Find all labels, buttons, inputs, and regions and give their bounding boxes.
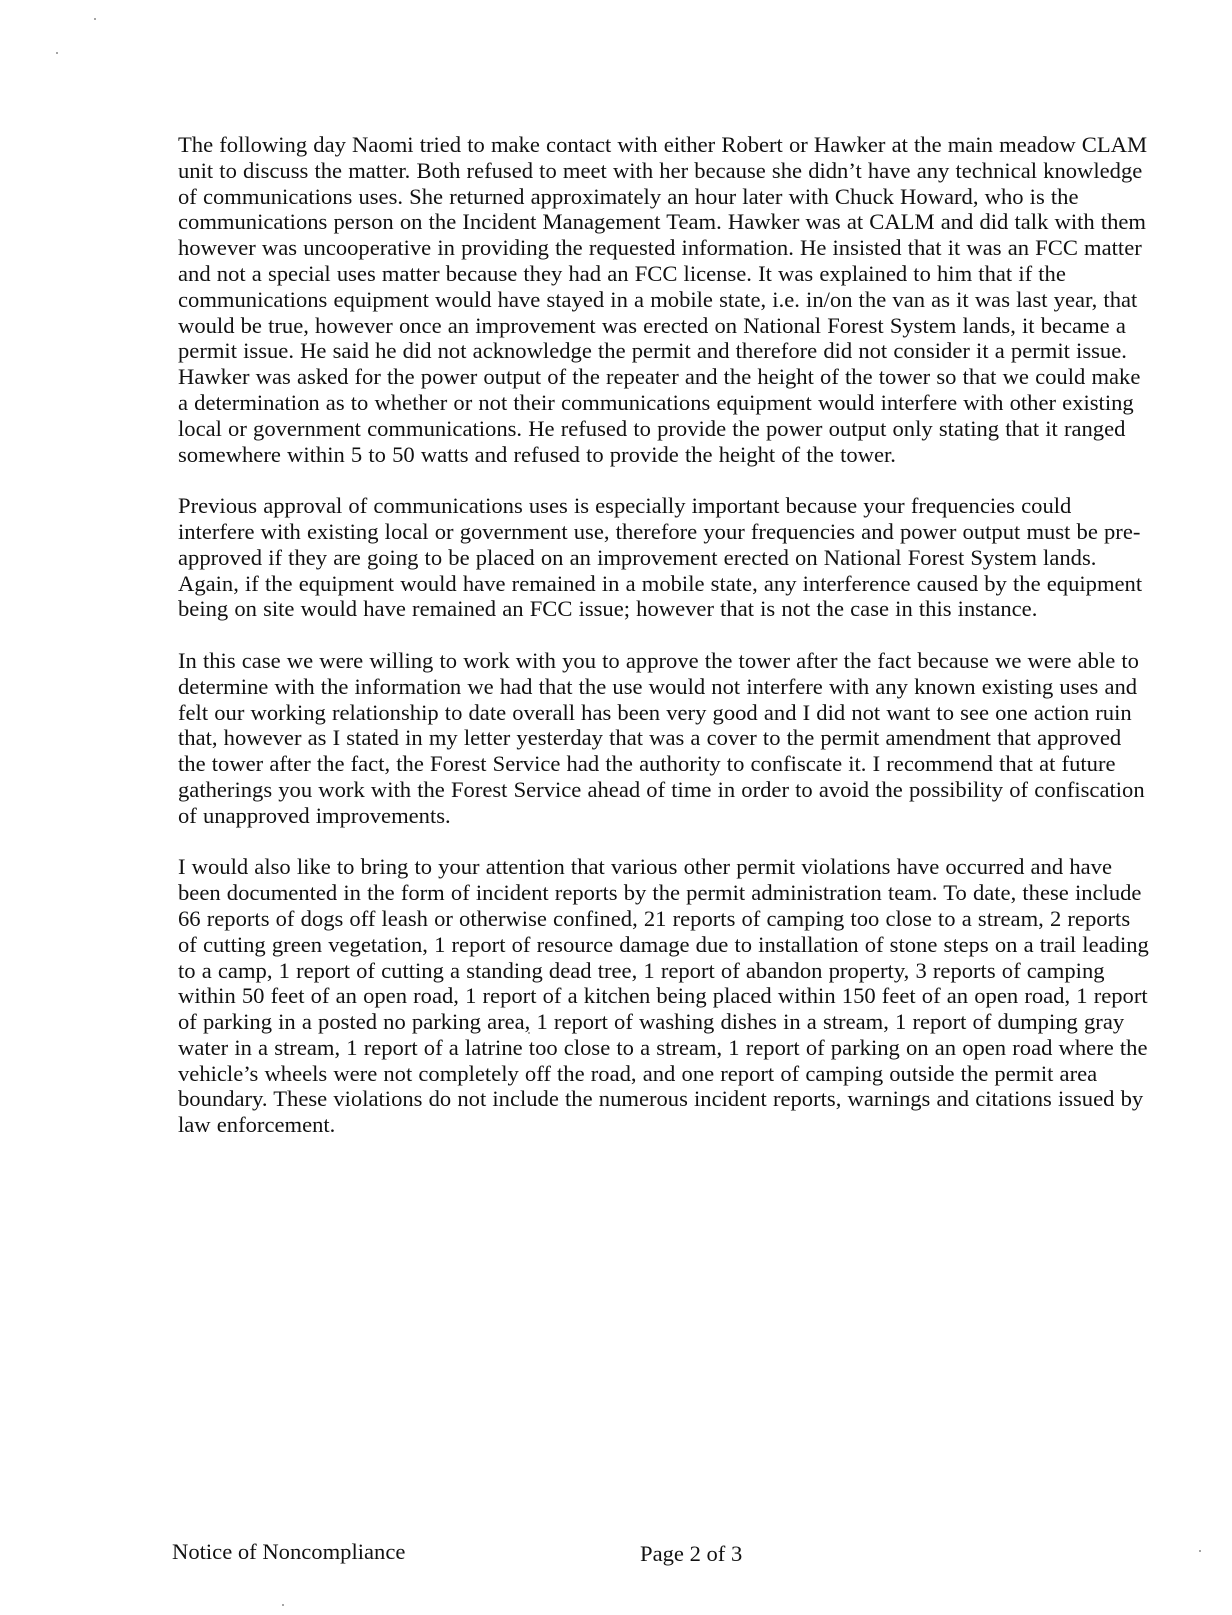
scan-speck bbox=[1199, 1550, 1201, 1552]
footer-title: Notice of Noncompliance bbox=[172, 1539, 406, 1564]
paragraph-permit-violations: I would also like to bring to your attention that various other permit violations have occurred and have been documented in the form of incident reports by the permit administration team. To date, these include 66 reports of dogs off leash or otherwise confined, 21 reports of camping too close to a stream, 2 reports of cutting green vegetation, 1 report of resource damage due to installation of stone steps on a trail leading to a camp, 1 report of cutting a standing dead tree, 1 report of abandon property, 3 reports of camping within 50 feet of an open road, 1 report of a kitchen being placed within 150 feet of an open road, 1 report of parking in a posted no parking area, 1 report of washing dishes in a stream, 1 report of dumping gray water in a stream, 1 report of a latrine too close to a stream, 1 report of parking on an open road where the vehicle’s wheels were not completely off the road, and one report of camping outside the permit area boundary. These violations do not include the numerous incident reports, warnings and citations issued by law enforcement. bbox=[178, 854, 1149, 1138]
letter-body bbox=[178, 132, 1153, 1164]
paragraph-communications-meeting: The following day Naomi tried to make contact with either Robert or Hawker at the main meadow CLAM unit to discuss the matter. Both refused to meet with her because she didn’t have any technical knowledge of communications uses. She returned approximately an hour later with Chuck Howard, who is the communications person on the Incident Management Team. Hawker was at CALM and did talk with them however was uncooperative in providing the requested information. He insisted that it was an FCC matter and not a special uses matter because they had an FCC license. It was explained to him that if the communications equipment would have stayed in a mobile state, i.e. in/on the van as it was last year, that would be true, however once an improvement was erected on National Forest System lands, it became a permit issue. He said he did not acknowledge the permit and therefore did not consider it a permit issue. Hawker was asked for the power output of the repeater and the height of the tower so that we could make a determination as to whether or not their communications equipment would interfere with other existing local or government communications. He refused to provide the power output only stating that it ranged somewhere within 5 to 50 watts and refused to provide the height of the tower. bbox=[178, 132, 1148, 467]
scan-speck bbox=[94, 18, 96, 20]
paragraph-tower-approval: In this case we were willing to work with you to approve the tower after the fact because we were able to determine with the information we had that the use would not interfere with any known existing uses and felt our working relationship to date overall has been very good and I did not want to see one action ruin that, however as I stated in my letter yesterday that was a cover to the permit amendment that approved the tower after the fact, the Forest Service had the authority to confiscate it. I recommend that at future gatherings you work with the Forest Service ahead of time in order to avoid the possibility of confiscation of unapproved improvements. bbox=[178, 647, 1145, 828]
scan-speck bbox=[282, 1604, 284, 1606]
footer-page-number: Page 2 of 3 bbox=[640, 1541, 743, 1566]
scan-speck bbox=[56, 52, 58, 54]
paragraph-prior-approval: Previous approval of communications uses is especially important because your frequencies could interfere with existing local or government use, therefore your frequencies and power output must be pre-approved if they are going to be placed on an improvement erected on National Forest System lands. Again, if the equipment would have remained in a mobile state, any interference caused by the equipment being on site would have remained an FCC issue; however that is not the case in this instance. bbox=[178, 493, 1143, 622]
